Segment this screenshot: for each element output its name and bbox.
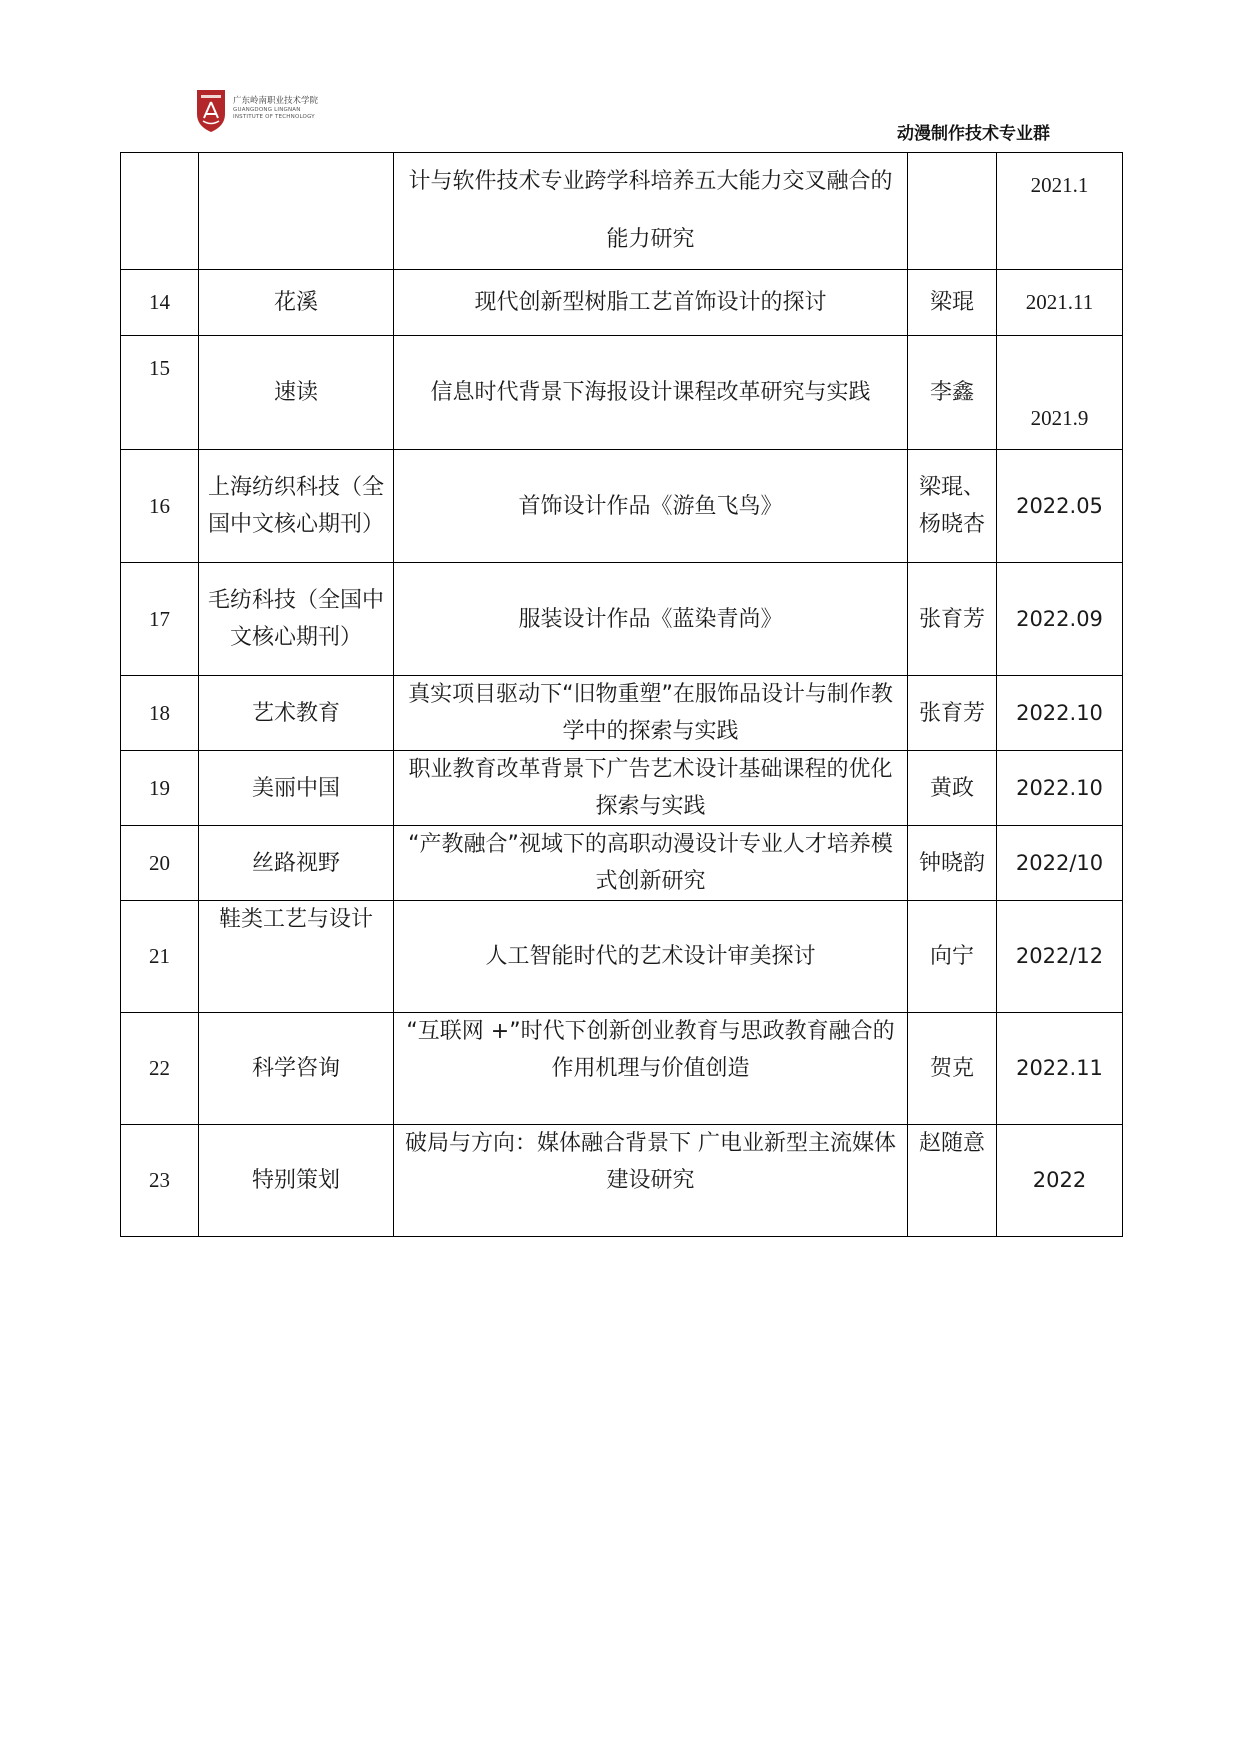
row-number: 23 <box>121 1125 199 1237</box>
row-number: 15 <box>121 336 199 450</box>
row-journal: 丝路视野 <box>199 826 394 901</box>
table-row <box>121 153 1123 270</box>
row-title: “产教融合”视域下的高职动漫设计专业人才培养模式创新研究 <box>394 826 908 901</box>
page-header-title: 动漫制作技术专业群 <box>897 124 1050 144</box>
row-journal: 艺术教育 <box>199 676 394 751</box>
row-journal <box>199 153 394 270</box>
row-author: 梁琨 <box>908 270 997 336</box>
table-row <box>121 1125 1123 1237</box>
row-journal: 花溪 <box>199 270 394 336</box>
row-title: 服装设计作品《蓝染青尚》 <box>394 563 908 676</box>
row-author: 梁琨、杨晓杏 <box>908 450 997 563</box>
logo-english-line-1: GUANGDONG LINGNAN <box>233 107 301 113</box>
row-journal: 速读 <box>199 336 394 450</box>
table-row <box>121 1013 1123 1125</box>
row-number: 20 <box>121 826 199 901</box>
row-author: 张育芳 <box>908 563 997 676</box>
row-title: 人工智能时代的艺术设计审美探讨 <box>394 901 908 1013</box>
table-row <box>121 563 1123 676</box>
row-author: 钟晓韵 <box>908 826 997 901</box>
row-author: 黄政 <box>908 751 997 826</box>
row-number <box>121 153 199 270</box>
row-number: 22 <box>121 1013 199 1125</box>
row-journal: 美丽中国 <box>199 751 394 826</box>
row-journal: 特别策划 <box>199 1125 394 1237</box>
row-title: 现代创新型树脂工艺首饰设计的探讨 <box>394 270 908 336</box>
row-date: 2022 <box>997 1125 1123 1237</box>
row-date: 2022/10 <box>997 826 1123 901</box>
row-author: 李鑫 <box>908 336 997 450</box>
table-row <box>121 826 1123 901</box>
row-number: 16 <box>121 450 199 563</box>
logo-english-line-2: INSTITUTE OF TECHNOLOGY <box>233 114 315 120</box>
row-date: 2022.05 <box>997 450 1123 563</box>
row-author <box>908 153 997 270</box>
row-number: 19 <box>121 751 199 826</box>
row-number: 17 <box>121 563 199 676</box>
table-row <box>121 751 1123 826</box>
row-journal: 上海纺织科技（全国中文核心期刊） <box>199 450 394 563</box>
table-row <box>121 450 1123 563</box>
table-row <box>121 270 1123 336</box>
row-title: 信息时代背景下海报设计课程改革研究与实践 <box>394 336 908 450</box>
row-title: 破局与方向：媒体融合背景下 广电业新型主流媒体建设研究 <box>394 1125 908 1237</box>
row-date: 2021.9 <box>997 336 1123 450</box>
row-author: 贺克 <box>908 1013 997 1125</box>
table-row <box>121 676 1123 751</box>
logo-school-name: 广东岭南职业技术学院 <box>233 96 319 106</box>
papers-table <box>120 152 1123 1237</box>
row-author: 向宁 <box>908 901 997 1013</box>
row-journal: 毛纺科技（全国中文核心期刊） <box>199 563 394 676</box>
row-date: 2022.10 <box>997 676 1123 751</box>
row-journal: 鞋类工艺与设计 <box>199 901 394 1013</box>
row-number: 14 <box>121 270 199 336</box>
row-title: 真实项目驱动下“旧物重塑”在服饰品设计与制作教学中的探索与实践 <box>394 676 908 751</box>
table-row <box>121 901 1123 1013</box>
row-author: 赵随意 <box>908 1125 997 1237</box>
row-date: 2022.11 <box>997 1013 1123 1125</box>
row-number: 18 <box>121 676 199 751</box>
row-title: 职业教育改革背景下广告艺术设计基础课程的优化探索与实践 <box>394 751 908 826</box>
row-title: “互联网 +”时代下创新创业教育与思政教育融合的作用机理与价值创造 <box>394 1013 908 1125</box>
row-author: 张育芳 <box>908 676 997 751</box>
table-row <box>121 336 1123 450</box>
row-number: 21 <box>121 901 199 1013</box>
school-logo <box>193 88 373 138</box>
row-date: 2022.10 <box>997 751 1123 826</box>
school-emblem-icon <box>193 88 229 134</box>
row-date: 2021.11 <box>997 270 1123 336</box>
row-title: 首饰设计作品《游鱼飞鸟》 <box>394 450 908 563</box>
row-journal: 科学咨询 <box>199 1013 394 1125</box>
row-date: 2022.09 <box>997 563 1123 676</box>
row-date: 2021.1 <box>997 153 1123 270</box>
row-title: 计与软件技术专业跨学科培养五大能力交叉融合的能力研究 <box>394 153 908 270</box>
row-date: 2022/12 <box>997 901 1123 1013</box>
